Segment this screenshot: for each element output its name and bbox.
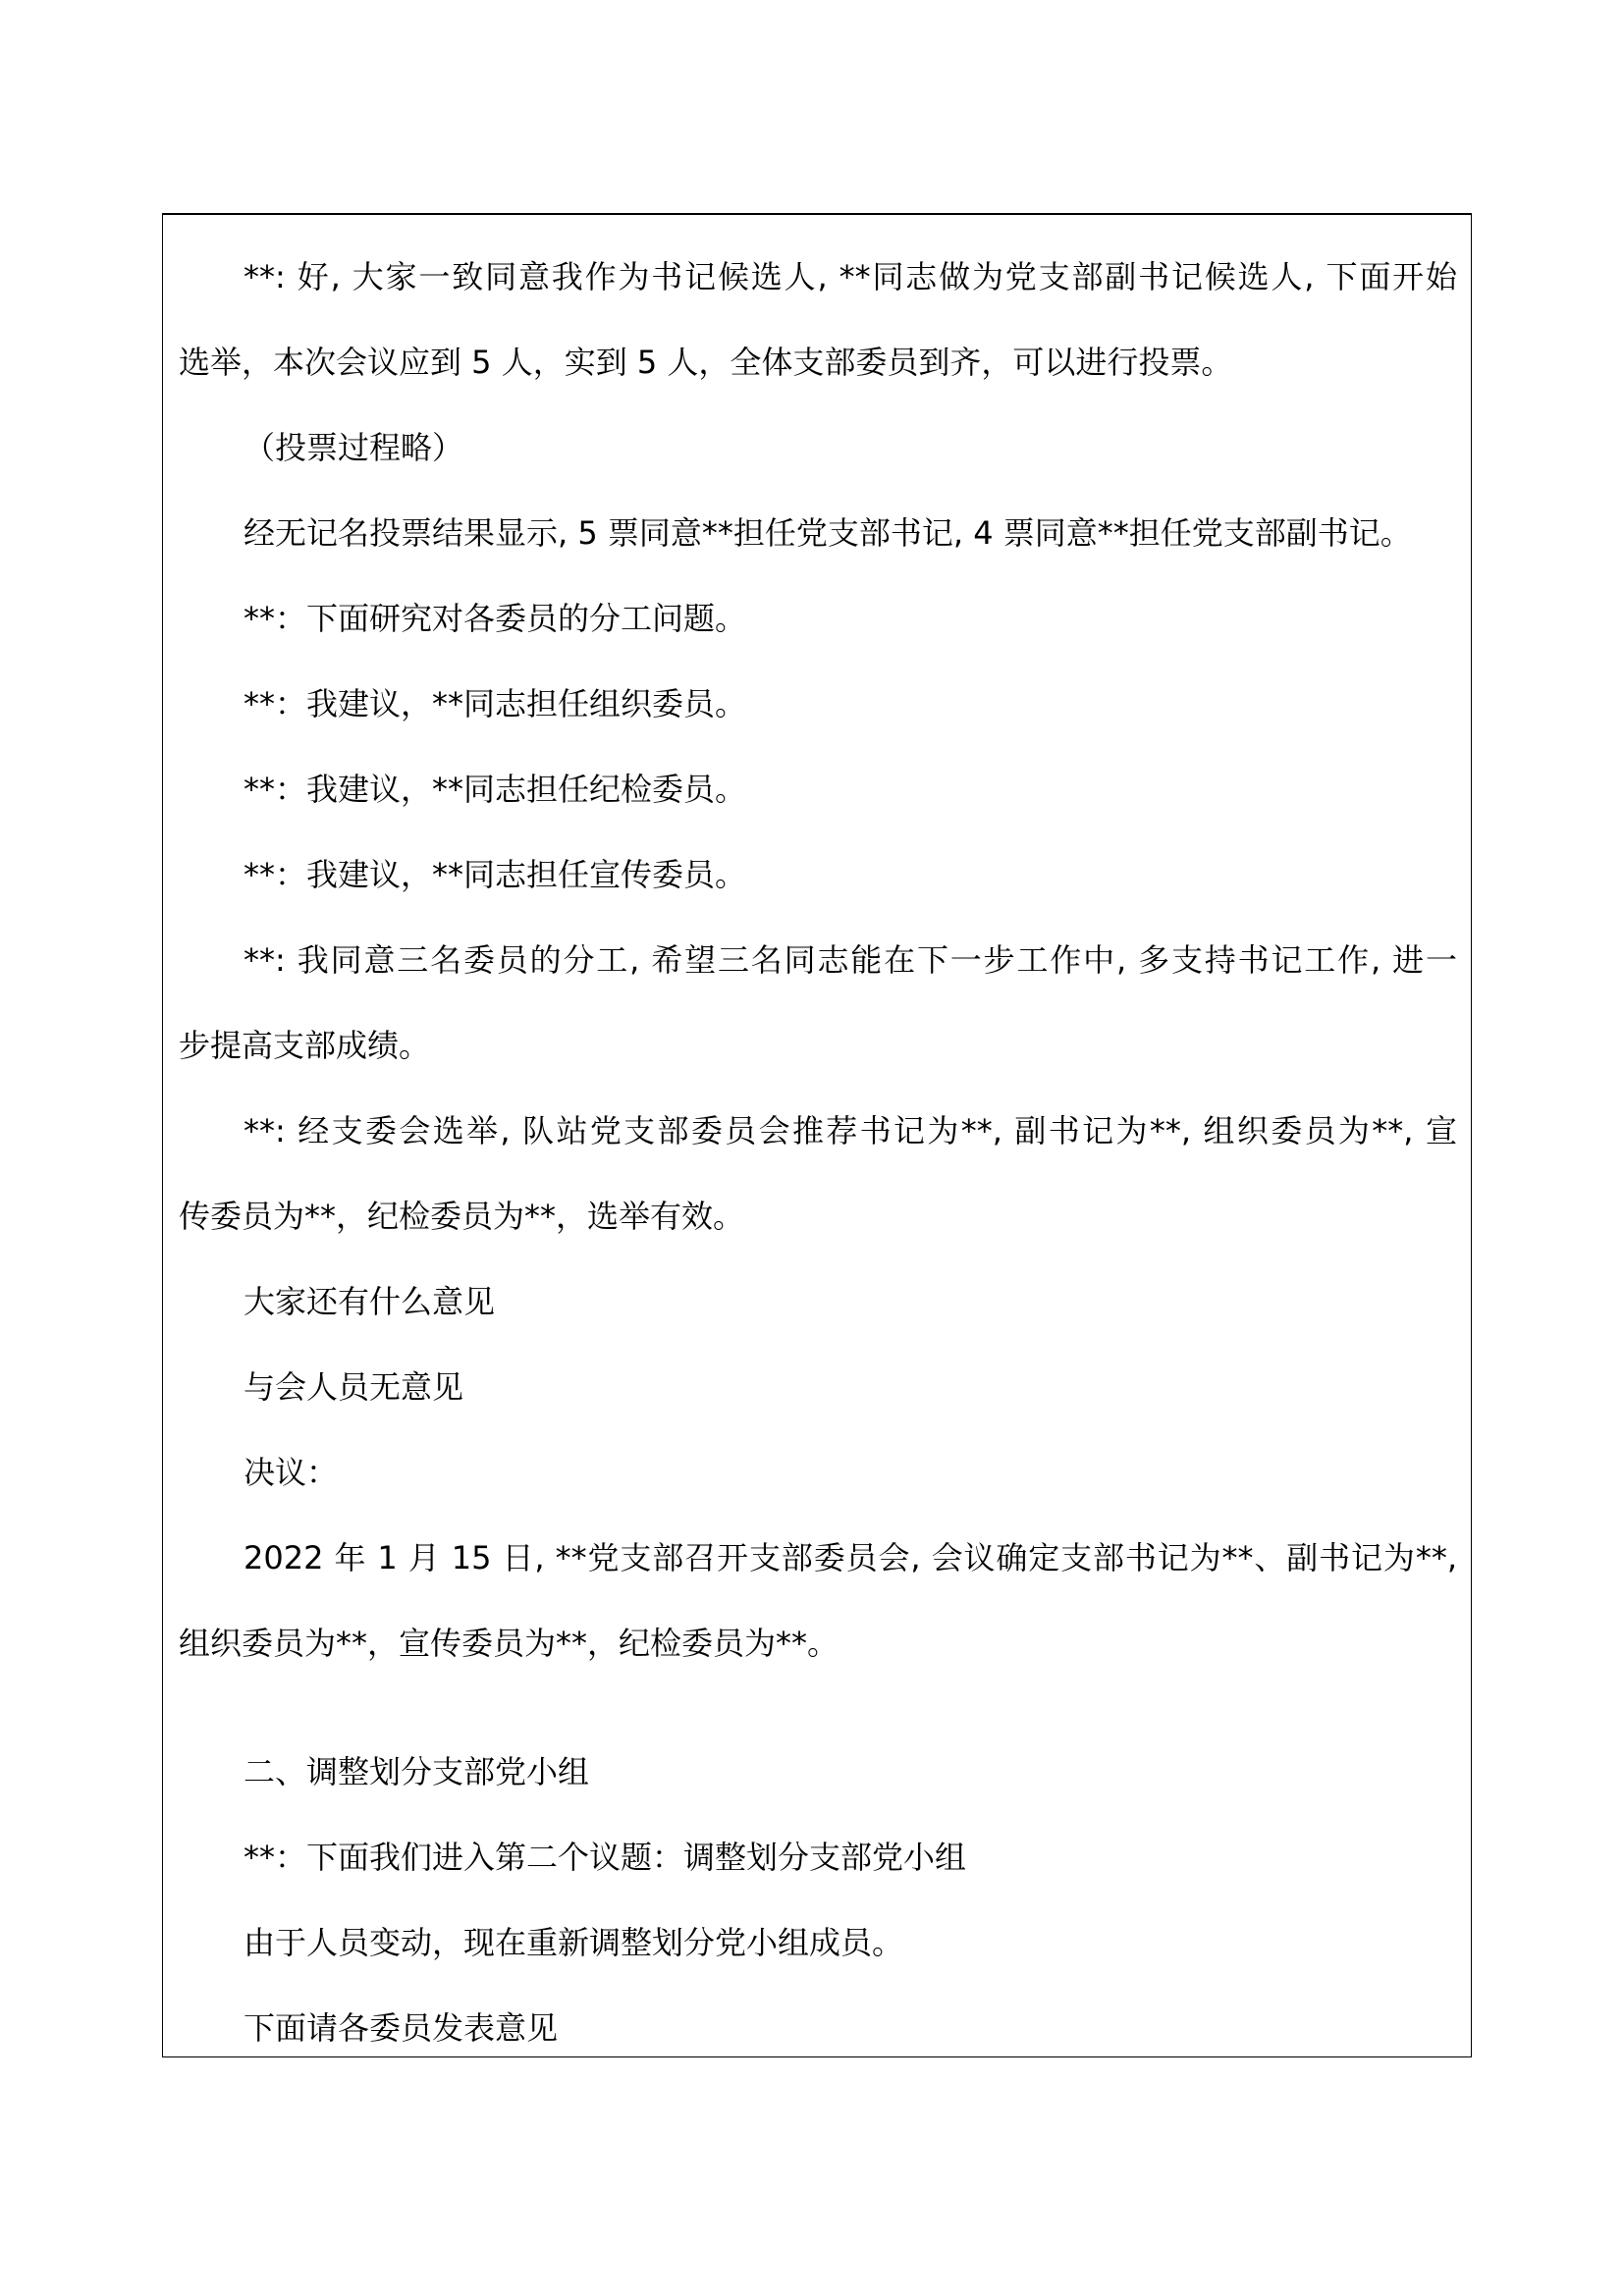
paragraph-line: 决议： (244, 1454, 339, 1491)
paragraph-line: 二、调整划分支部党小组 (244, 1753, 590, 1790)
paragraph-line: 2022 年 1 月 15 日, **党支部召开支部委员会, 会议确定支部书记为**、副书记为**, (244, 1539, 1457, 1576)
paragraph-line: 由于人员变动，现在重新调整划分党小组成员。 (244, 1924, 904, 1961)
paragraph-line: **：我建议，**同志担任组织委员。 (244, 685, 747, 722)
paragraph-line: **: 好, 大家一致同意我作为书记候选人, **同志做为党支部副书记候选人, 下面开始 (244, 258, 1457, 295)
document-table-cell (162, 213, 1472, 2057)
paragraph-line: **：我建议，**同志担任宣传委员。 (244, 856, 747, 893)
paragraph-line: **: 经支委会选举, 队站党支部委员会推荐书记为**, 副书记为**, 组织委员为**, 宣 (244, 1112, 1457, 1149)
paragraph-line: 下面请各委员发表意见 (244, 2009, 559, 2047)
paragraph-line: **：下面研究对各委员的分工问题。 (244, 600, 747, 637)
paragraph-line: 经无记名投票结果显示, 5 票同意**担任党支部书记, 4 票同意**担任党支部副书记。 (244, 514, 1412, 552)
paragraph-line: 大家还有什么意见 (244, 1283, 496, 1320)
meeting-minutes-body (179, 235, 1457, 2071)
paragraph-line: **: 我同意三名委员的分工, 希望三名同志能在下一步工作中, 多支持书记工作, 进一 (244, 941, 1457, 979)
paragraph-line: 传委员为**，纪检委员为**，选举有效。 (179, 1198, 745, 1235)
paragraph-line: **：下面我们进入第二个议题：调整划分支部党小组 (244, 1839, 967, 1876)
paragraph-line: （投票过程略） (244, 429, 464, 466)
paragraph-line: 与会人员无意见 (244, 1368, 464, 1406)
paragraph-line: 组织委员为**，宣传委员为**，纪检委员为**。 (179, 1625, 839, 1662)
paragraph-line: 选举，本次会议应到 5 人，实到 5 人，全体支部委员到齐，可以进行投票。 (179, 344, 1233, 381)
paragraph-line: 步提高支部成绩。 (179, 1027, 431, 1064)
paragraph-line: **：我建议，**同志担任纪检委员。 (244, 771, 747, 808)
blank-paragraph (179, 1686, 1457, 1730)
